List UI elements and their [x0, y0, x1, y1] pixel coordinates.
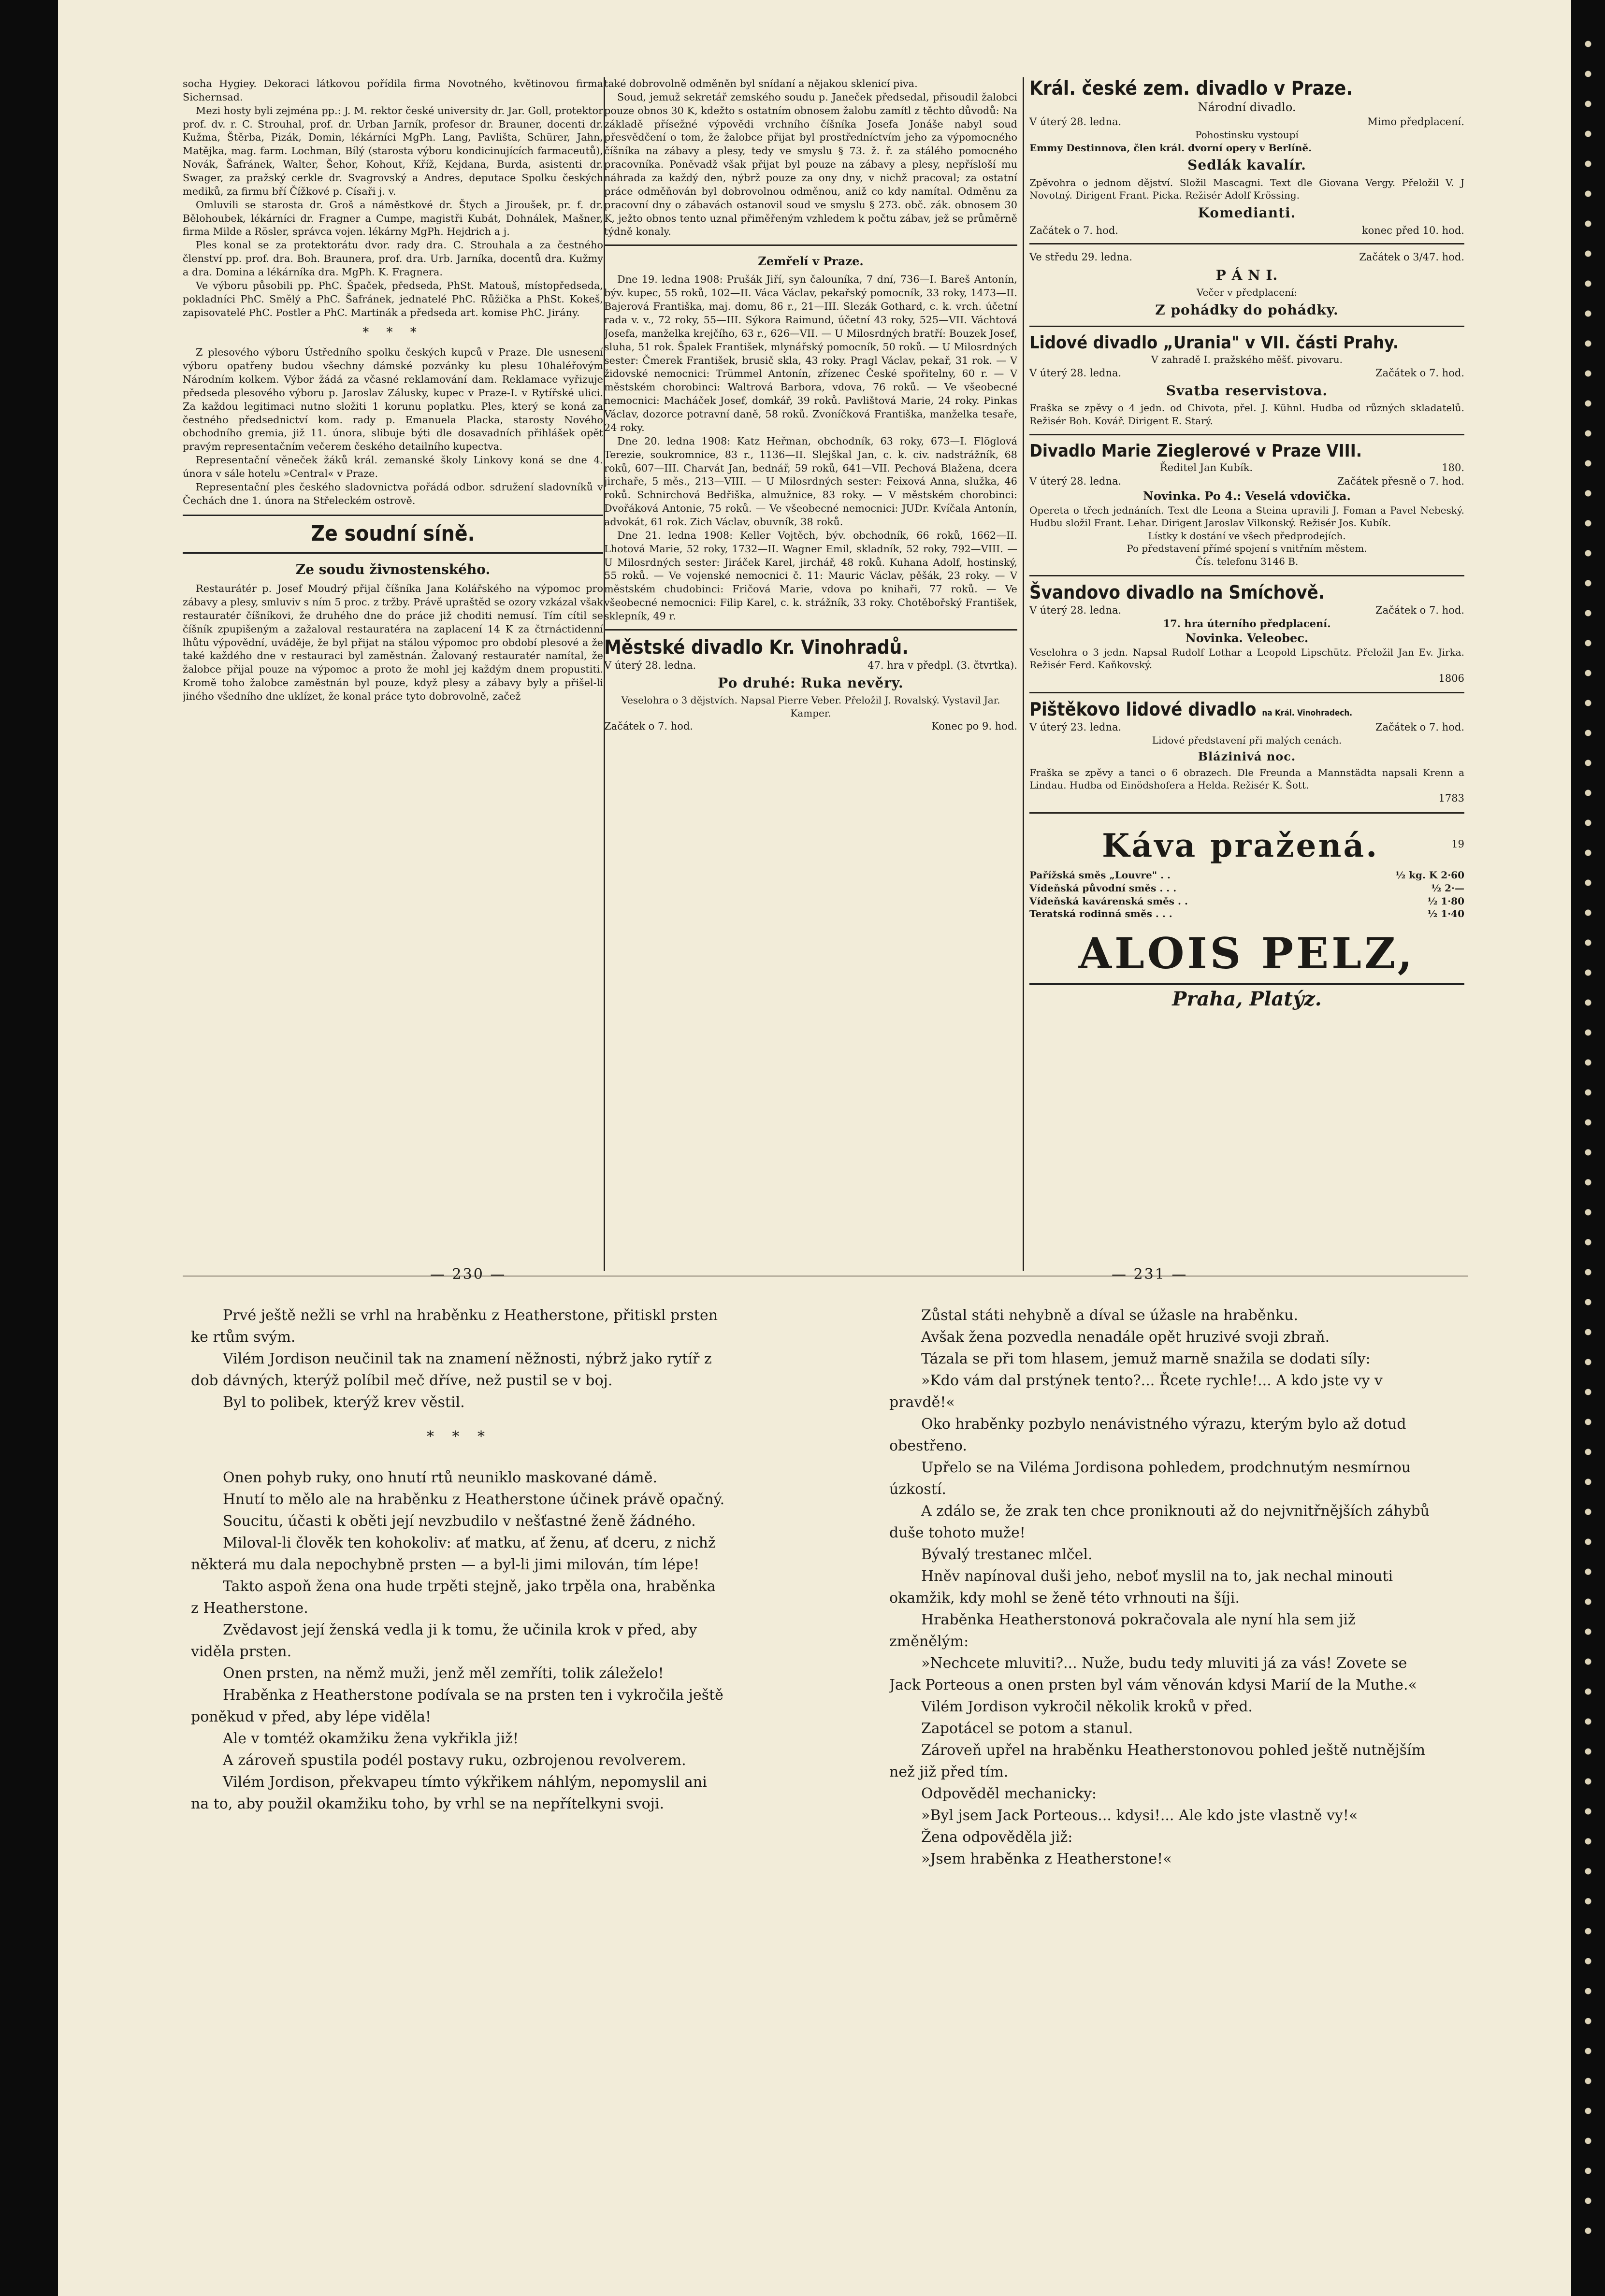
story-paragraph: Prvé ještě nežli se vrhl na hraběnku z Heatherstone, přitiskl prsten ke rtům svým. [191, 1307, 718, 1346]
paragraph: Representační věneček žáků král. zemanské školy Linkovy koná se dne 4. února v sále hotelu »Central« v Praze. [183, 454, 603, 480]
start-time: Začátek o 3/47. hod. [1359, 251, 1464, 263]
product-name: Vídeňská původní směs . . . [1029, 882, 1177, 894]
product-name: Teratská rodinná směs . . . [1029, 908, 1172, 920]
theatre-narodni [1029, 77, 1464, 319]
listing-number: 1783 [1438, 792, 1464, 804]
story-paragraph: Tázala se při tom hlasem, jemuž marně snažila se dodati síly: [921, 1350, 1371, 1367]
play-title: P Á N I. [1215, 267, 1278, 283]
paragraph: také dobrovolně odměněn byl snídaní a nějakou sklenicí piva. [604, 78, 918, 89]
product-unit: ½ [1427, 895, 1438, 907]
date: V úterý 28. ledna. [604, 659, 696, 671]
section-stars: * * * [362, 325, 423, 340]
price-row [1029, 907, 1464, 920]
play-title: Z pohádky do pohádky. [1155, 301, 1339, 318]
start-time: Začátek o 7. hod. [1375, 367, 1464, 379]
article-title: Ze soudu živnostenského. [295, 561, 491, 577]
tickets-note: Lístky k dostání ve všech předprodejích. [1148, 530, 1346, 542]
theatre-zieglerova [1029, 441, 1464, 568]
deaths-entry: Dne 21. ledna 1908: Keller Vojtěch, býv. obchodník, 66 roků, 1662—II. Lhotová Marie, 52 roky, 1732—II. Wagner Emil, skladník, 52 roky, 792—VIII. — U Milosrdných sester: Jiráček Karel, jirchář, 48 roků. Kuhana Adolf, hostinský, 55 roků. — Ve vojenské nemocnici č. 11: Mauric Václav, pěšák, 23 roky. — V městském chudobinci: Fričová Marie, vdova po knihaři, 77 roků. — Ve všeobecné nemocnici: Filip Karel, c. k. strážník, 33 roky. Chotěbořský František, sklepník, 49 r. [604, 529, 1017, 622]
play-title: Po druhé: Ruka nevěry. [718, 674, 904, 691]
binding-holes [1578, 29, 1598, 2252]
serial-story-left-page [191, 1305, 727, 2223]
story-paragraph: Miloval-li člověk ten kohokoliv: ať matku, ať ženu, ať dceru, z nichž některá mu dala nepochybně prsten — a byl-li jimi milován, tím lépe! [191, 1535, 716, 1573]
scan-left-border [0, 0, 58, 2296]
column-2 [604, 77, 1017, 1247]
product-unit: ½ [1431, 882, 1442, 894]
play-title: Novinka. Veleobec. [1185, 631, 1309, 645]
column-1 [183, 77, 603, 1247]
play-title: Svatba reservistova. [1166, 382, 1328, 399]
story-paragraph: Hraběnka z Heatherstone podívala se na prsten ten i vykročila ještě poněkud v před, aby lépe viděla! [191, 1687, 723, 1725]
date-row [1029, 474, 1464, 488]
story-paragraph: Byl to polibek, kterýž krev věstil. [223, 1394, 465, 1411]
story-paragraph: Bývalý trestanec mlčel. [921, 1546, 1093, 1563]
divider [1029, 243, 1464, 244]
coffee-advert [1029, 819, 1464, 1012]
page-number: — 230 — [430, 1266, 506, 1283]
story-paragraph: »Byl jsem Jack Porteous... kdysi!... Ale kdo jste vlastně vy!« [921, 1807, 1358, 1824]
fold-line [183, 1276, 1468, 1277]
paragraph: Mezi hosty byli zejména pp.: J. M. rektor české university dr. Jar. Goll, protektor prof. dv. r. C. Strouhal, prof. dr. Urban Jarník, profesor dr. Brauner, docenti dr. Kužma, Štěrba, Pizák, Domin, lékárníci MgPh. Lang, Pavlišta, Schürer, Jahn, Matějka, mag. farm. Lochman, Bílý (starosta výboru kondicinujících farmaceutů), Novák, Šafránek, Walter, Šehor, Kohout, Kříž, Kejdana, Burda, asistenti dr. Swager, za pražský cerkle dr. Svagrovský a Andres, deputace Spolku českých mediků, za firmu bří Čížkové p. Císaři j. v. [183, 104, 603, 197]
story-paragraph: Vilém Jordison neučinil tak na znamení něžnosti, nýbrž jako rytíř z dob dávných, kterýž políbil meč dříve, než pustil se v boj. [191, 1350, 712, 1389]
story-paragraph: Onen prsten, na němž muži, jenž měl zemříti, tolik záleželo! [223, 1665, 664, 1682]
theatre-svandovo [1029, 582, 1464, 685]
play-title: Komedianti. [1198, 204, 1296, 221]
paragraph: Z plesového výboru Ústředního spolku českých kupců v Praze. Dle usnesení výboru opatřeny budou všechny dámské pozvánky ku plesu 10haléřovým Národním kolkem. Výbor žádá za včasné reklamování dam. Reklamace vyřizuje předseda plesového výboru p. Jaroslav Zálusky, kupec v Praze-I. v Rytířské ulici. Za každou legitimaci nutno složiti 1 korunu poplatku. Ples, který se koná za čestného předsednictví kom. rady p. Emanuela Placka, starosty Nového obchodního gremia, již 11. února, slibuje býti dle dosavadních přihlášek opět pravým representačním večerem českého detailního kupectva. [183, 346, 603, 453]
theatre-pistekovo [1029, 699, 1464, 805]
product-price: 2·— [1445, 882, 1464, 894]
story-paragraph: A zároveň spustila podél postavy ruku, ozbrojenou revolverem. [223, 1752, 686, 1769]
start-time: Začátek o 7. hod. [1029, 225, 1118, 237]
column-rule [1023, 77, 1024, 1271]
story-paragraph: A zdálo se, že zrak ten chce proniknouti až do nejvnitřnějších záhybů duše tohoto muže! [889, 1503, 1430, 1541]
theatre-urania [1029, 333, 1464, 427]
product-name: Vídeňská kavárenská směs . . [1029, 895, 1188, 907]
start-time: Začátek o 7. hod. [604, 720, 693, 732]
play-details: Fraška se zpěvy o 4 jedn. od Chivota, přel. J. Kühnl. Hudba od různých skladatelů. Režisér Boh. Kovář. Dirigent E. Starý. [1029, 402, 1464, 427]
theatre-title [1029, 699, 1464, 720]
serial-story-right-page [889, 1305, 1435, 2223]
theatre-title: Divadlo Marie Zieglerové v Praze VIII. [1029, 441, 1362, 461]
deaths-entry: Dne 19. ledna 1908: Prušák Jiří, syn čalouníka, 7 dní, 736—I. Bareš Antonín, býv. kupec, 55 roků, 102—II. Váca Václav, pekařský pomocník, 33 roky, 1473—II. Bajerová Františka, maj. domu, 86 r., 21—III. Slezák Gothard, c. k. vrch. účetní rada v. v., 72 roky, 55—III. Sýkora Raimund, účetní 43 roky, 525—VII. Váchtová Josefa, manželka krejčího, 63 r., 626—VII. — U Milosrdných bratří: Bouzek Josef, sluha, 51 rok. Špalek František, mlynářský pomocník, 50 roků. — U Milosrdných sester: Čmerek František, brusič skla, 43 roky. Pragl Václav, pekař, 31 rok. — V židovské nemocnici: Trümmel Antonín, zřízenec České spořitelny, 60 r. — V městském chorobinci: Waltrová Barbora, vdova, 76 roků. — Ve všeobecné nemocnici: Macháček Josef, domkář, 39 roků. Pavlištová Marie, 24 roky. Pinkas Václav, dozorce potravní daně, 58 roků. Zvoníčková Františka, manželka tesaře, 24 roky. [604, 273, 1017, 433]
evening-line: Večer v předplacení: [1196, 287, 1298, 299]
date-row [1029, 603, 1464, 617]
story-paragraph: Avšak žena pozvedla nenadále opět hruzivé svoji zbraň. [921, 1329, 1330, 1346]
date-row [1029, 720, 1464, 734]
play-details: Zpěvohra o jednom dějství. Složil Mascagni. Text dle Giovana Vergy. Přeložil V. J Novotný. Dirigent Frant. Picka. Režisér Adolf Krössing. [1029, 176, 1464, 201]
story-paragraph: Hnutí to mělo ale na hraběnku z Heatherstone účinek právě opačný. [223, 1491, 725, 1508]
play-details: Fraška se zpěvy a tanci o 6 obrazech. Dle Freunda a Mannstädta napsali Krenn a Lindau. Hudba od Einödshofera a Helda. Režisér K. Šott. [1029, 766, 1464, 791]
deaths-entry: Dne 20. ledna 1908: Katz Heřman, obchodník, 63 roky, 673—I. Flöglová Terezie, soukromnice, 83 r., 1136—II. Slejškal Jan, c. k. civ. nadstrážník, 68 roků, 607—III. Charvát Jan, bednář, 59 roků, 641—VII. Pechová Blažena, dcera jirchaře, 5 měs., 213—VIII. — U Milosrdných sester: Feixová Anna, služka, 46 roků. Schnirchová Bedřiška, almužnice, 83 roky. — V městském chorobinci: Dvořáková Antonie, 75 roků. — Ve všeobecné nemocnici: JUDr. Kvíčala Antonín, advokát, 61 rok. Zich Václav, obuvník, 38 roků. [604, 435, 1017, 528]
play-title: Novinka. Po 4.: Veselá vdovička. [1143, 488, 1351, 503]
theatre-title: Lidové divadlo „Urania" v VII. části Prahy. [1029, 333, 1399, 353]
theatre-title: Král. české zem. divadlo v Praze. [1029, 77, 1353, 100]
price-row [1029, 895, 1464, 908]
date-row [1029, 250, 1464, 264]
time-row [604, 719, 1017, 733]
story-paragraph: Soucitu, účasti k oběti její nevzbudilo v nešťastné ženě žádného. [223, 1513, 696, 1530]
story-paragraph: »Jsem hraběnka z Heatherstone!« [921, 1851, 1172, 1867]
theatre-title-main: Pištěkovo lidové divadlo [1029, 698, 1257, 720]
story-paragraph: Zapotácel se potom a stanul. [921, 1720, 1133, 1737]
play-details: Opereta o třech jednáních. Text dle Leona a Steina upravili J. Foman a Pavel Nebeský. Hudbu složil Frant. Lehar. Dirigent Jaroslav Vilkonský. Režisér Jos. Kubík. [1029, 504, 1464, 529]
paragraph: socha Hygiey. Dekoraci látkovou pořídila firma Novotného, květinovou firma Sichernsad. [183, 78, 603, 103]
divider [1029, 326, 1464, 327]
divider [604, 244, 1017, 246]
paragraph: Ve výboru působili pp. PhC. Špaček, předseda, PhSt. Matouš, místopředseda, pokladníci PhC. Smělý a PhC. Šafránek, jednatelé PhC. Růžička a PhSt. Kokeš, zapisovatelé PhC. Postler a PhC. Martinák a předseda art. komise PhC. Jirány. [183, 279, 603, 318]
price-row [1029, 882, 1464, 895]
date: V úterý 28. ledna. [1029, 475, 1122, 488]
date: V úterý 28. ledna. [1029, 116, 1122, 128]
listing-number: 180. [1442, 462, 1464, 474]
divider [1029, 434, 1464, 435]
performance-number: 47. hra v předpl. (3. čtvrtka). [868, 659, 1017, 671]
end-time: konec před 10. hod. [1361, 225, 1464, 237]
theatre-subtitle: V zahradě I. pražského měšť. pivovaru. [1151, 353, 1343, 365]
story-paragraph: Hněv napínoval duši jeho, neboť myslil na to, jak nechal minouti okamžik, kdy mohl se ženě této vrhnouti na šíji. [889, 1568, 1393, 1607]
director-row [1029, 461, 1464, 474]
play-details: Veselohra o 3 jedn. Napsal Rudolf Lothar a Leopold Lipschütz. Přeložil Jan Ev. Jirka. Režisér Ferd. Kaňkovský. [1029, 646, 1464, 671]
ad-title: Káva pražená. [1102, 826, 1379, 864]
phone-number: Čís. telefonu 3146 B. [1195, 556, 1299, 568]
play-title: Blázinivá noc. [1198, 749, 1296, 763]
paragraph: Restaurátér p. Josef Moudrý přijal číšníka Jana Kolářského na výpomoc pro zábavy a plesy, smluviv s ním 5 proc. z tržby. Právě upraštěd se ozory vzkázal však restauratér číšníkovi, že druhého dne do práce již choditi nemusí. Tím cítil se číšník zpupišeným a zažaloval restauratéra na zaplacení 14 K za čtrnáctidenní lhůtu výpovědní, uváděje, že byl přijat na stálou výpomoc pro období plesové a že také každého dne v restauraci byl zaměstnán. Žalovaný restauratér namítal, že žalobce přijal pouze na výpomoc a proto že mohl jej každým dnem propustiti. Kromě toho žalobce zaměstnán byl pouze, když plesy a zábavy byly a přišel-li jiného všedního dne uklízet, že konal práce tyto dobrovolně, začež [183, 583, 603, 702]
story-paragraph: Hraběnka Heatherstonová pokračovala ale nyní hla sem již změnělým: [889, 1611, 1356, 1650]
story-paragraph: Upřelo se na Viléma Jordisona pohledem, prodchnutým nesmírnou úzkostí. [889, 1459, 1411, 1498]
story-paragraph: Takto aspoň žena ona hude trpěti stejně, jako trpěla ona, hraběnka z Heatherstone. [191, 1578, 716, 1617]
director: Ředitel Jan Kubík. [1160, 462, 1253, 474]
date: V úterý 23. ledna. [1029, 721, 1122, 733]
story-paragraph: »Kdo vám dal prstýnek tento?... Řcete rychle!... A kdo jste vy v pravdě!« [889, 1372, 1383, 1411]
product-unit: ½ [1427, 908, 1438, 920]
story-paragraph: Zároveň upřel na hraběnku Heatherstonovou pohled ještě nutnějším než již před tím. [889, 1742, 1426, 1780]
scan-right-border [1571, 0, 1605, 2296]
date: Ve středu 29. ledna. [1029, 251, 1133, 263]
number-row [1029, 672, 1464, 685]
divider [604, 629, 1017, 631]
story-paragraph: Ale v tomtéž okamžiku žena vykřikla již! [223, 1730, 519, 1747]
story-paragraph: Oko hraběnky pozbylo nenávistného výrazu, kterým bylo až dotud obestřeno. [889, 1416, 1406, 1454]
product-unit: ½ kg. K [1395, 869, 1438, 881]
story-paragraph: Vilém Jordison, překvapeu tímto výkřikem náhlým, nepomyslil ani na to, aby použil okamžiku toho, by vrhl se na nepřítelkyni svoji. [191, 1774, 707, 1812]
play-title: Sedlák kavalír. [1187, 157, 1306, 173]
date: V úterý 28. ledna. [1029, 367, 1122, 379]
divider [1029, 575, 1464, 576]
start-time: Začátek o 7. hod. [1375, 721, 1464, 733]
story-paragraph: Zůstal státi nehybně a díval se úžasle na hraběnku. [921, 1307, 1299, 1324]
company-name: ALOIS PELZ, [1078, 928, 1416, 979]
paragraph: Omluvili se starosta dr. Groš a náměstkové dr. Štych a Jiroušek, pr. f. dr. Bělohoubek, lékárníci dr. Fragner a Cumpe, magistři Kubát, Dohnálek, Mašner, firma Milde a Rösler, správca vojen. lékárny MgPh. Hejdrich a j. [183, 199, 603, 238]
ad-title-row [1029, 819, 1464, 869]
story-paragraph: »Nechcete mluviti?... Nuže, budu tedy mluviti já za vás! Zovete se Jack Porteous a onen prsten byl vám věnován kdysi Marií de la Muthe.« [889, 1655, 1417, 1693]
time-row [1029, 224, 1464, 237]
divider [1029, 692, 1464, 693]
column-3-theatre-listings [1029, 77, 1464, 1256]
section-stars: * * * [426, 1428, 492, 1445]
play-details: Veselohra o 3 dějstvích. Napsal Pierre Veber. Přeložil J. Rovalský. Vystavil Jar. Kamper. [621, 694, 1000, 719]
note: Mimo předplacení. [1367, 116, 1464, 128]
theatre-subtitle: Národní divadlo. [1198, 100, 1296, 114]
listing-number: 1806 [1438, 672, 1464, 684]
paragraph: Soud, jemuž sekretář zemského soudu p. Janeček předsedal, přisoudil žalobci pouze obnos 30 K, kdežto s ostatním obnosem žalobu zamítl z těchto důvodů: Na základě přísežné výpovědi vrchního číšníka Josefa Jonáše nabyl soud přesvědčení o tom, že žalobce přijat byl prostředníctvím jeho za výpomocného číšníka na zábavy a plesy, tedy ve smyslu § 73. ž. ř. za stálého pomocného pracovníka. Poněvadž však přijat byl pouze na zábavy a plesy, nepřísloší mu náhrada za každý den, nýbrž pouze za ony dny, v nichž pracoval; za ostatní práce odměňován byl dobrovolnou odměnou, aniž co kdy namítal. Odměnu za pracovní dny o zábavách ostanovil soud ve smyslu § 273. obč. zák. obnosem 30 K, ježto obnos tento uznal přiměřeným vzhledem k počtu zábav, jež se průměrně týdně konaly. [604, 91, 1017, 238]
theatre-title: Švandovo divadlo na Smíchově. [1029, 581, 1325, 603]
story-paragraph: Zvědavost její ženská vedla ji k tomu, že učinila krok v před, aby viděla prsten. [191, 1622, 697, 1660]
number-row [1029, 791, 1464, 805]
note: Lidové představení při malých cenách. [1152, 734, 1342, 746]
company-city: Praha, Platýz. [1029, 983, 1464, 1012]
product-price: 1·40 [1441, 908, 1464, 920]
date: V úterý 28. ledna. [1029, 604, 1122, 616]
theatre-title-suffix: na Král. Vinohradech. [1262, 708, 1353, 718]
start-time: Začátek přesně o 7. hod. [1337, 475, 1464, 488]
guest-line: Pohostinsku vystoupí [1195, 129, 1299, 141]
product-price: 2·60 [1441, 869, 1464, 881]
story-paragraph: Onen pohyb ruky, ono hnutí rtů neuniklo maskované dámě. [223, 1469, 657, 1486]
paragraph: Ples konal se za protektorátu dvor. rady dra. C. Strouhala a za čestného členství pp. prof. dra. Boh. Braunera, prof. dra. Urb. Jarníka, docentů dra. Kužmy a dra. Domina a lékárníka dra. MgPh. K. Fragnera. [183, 239, 603, 278]
guest-name: Emmy Destinnova, člen král. dvorní opery v Berlíně. [1029, 142, 1312, 154]
story-paragraph: Žena odpověděla již: [921, 1829, 1073, 1846]
date-row [1029, 366, 1464, 380]
price-row [1029, 869, 1464, 882]
page-number: — 231 — [1112, 1266, 1188, 1283]
connection-note: Po představení přímé spojení s vnitřním městem. [1127, 543, 1367, 555]
theatre-vinohrady [604, 636, 1017, 733]
performance-number: 17. hra úterního předplacení. [1163, 617, 1331, 630]
theatre-title: Městské divadlo Kr. Vinohradů. [604, 636, 909, 659]
story-paragraph: Vilém Jordison vykročil několik kroků v před. [921, 1698, 1253, 1715]
story-paragraph: Odpověděl mechanicky: [921, 1785, 1097, 1802]
product-price: 1·80 [1441, 895, 1464, 907]
date-row [1029, 115, 1464, 129]
end-time: Konec po 9. hod. [931, 720, 1017, 732]
product-name: Pařížská směs „Louvre" . . [1029, 869, 1171, 881]
divider [1029, 812, 1464, 814]
paragraph: Representační ples českého sladovnictva pořádá odbor. sdružení sladovníků v Čechách dne 1. února na Střeleckém ostrově. [183, 481, 603, 506]
start-time: Začátek o 7. hod. [1375, 604, 1464, 616]
ad-number: 19 [1451, 838, 1464, 850]
deaths-title: Zemřelí v Praze. [758, 254, 864, 269]
section-heading: Ze soudní síně. [183, 515, 603, 554]
date-row [604, 659, 1017, 672]
